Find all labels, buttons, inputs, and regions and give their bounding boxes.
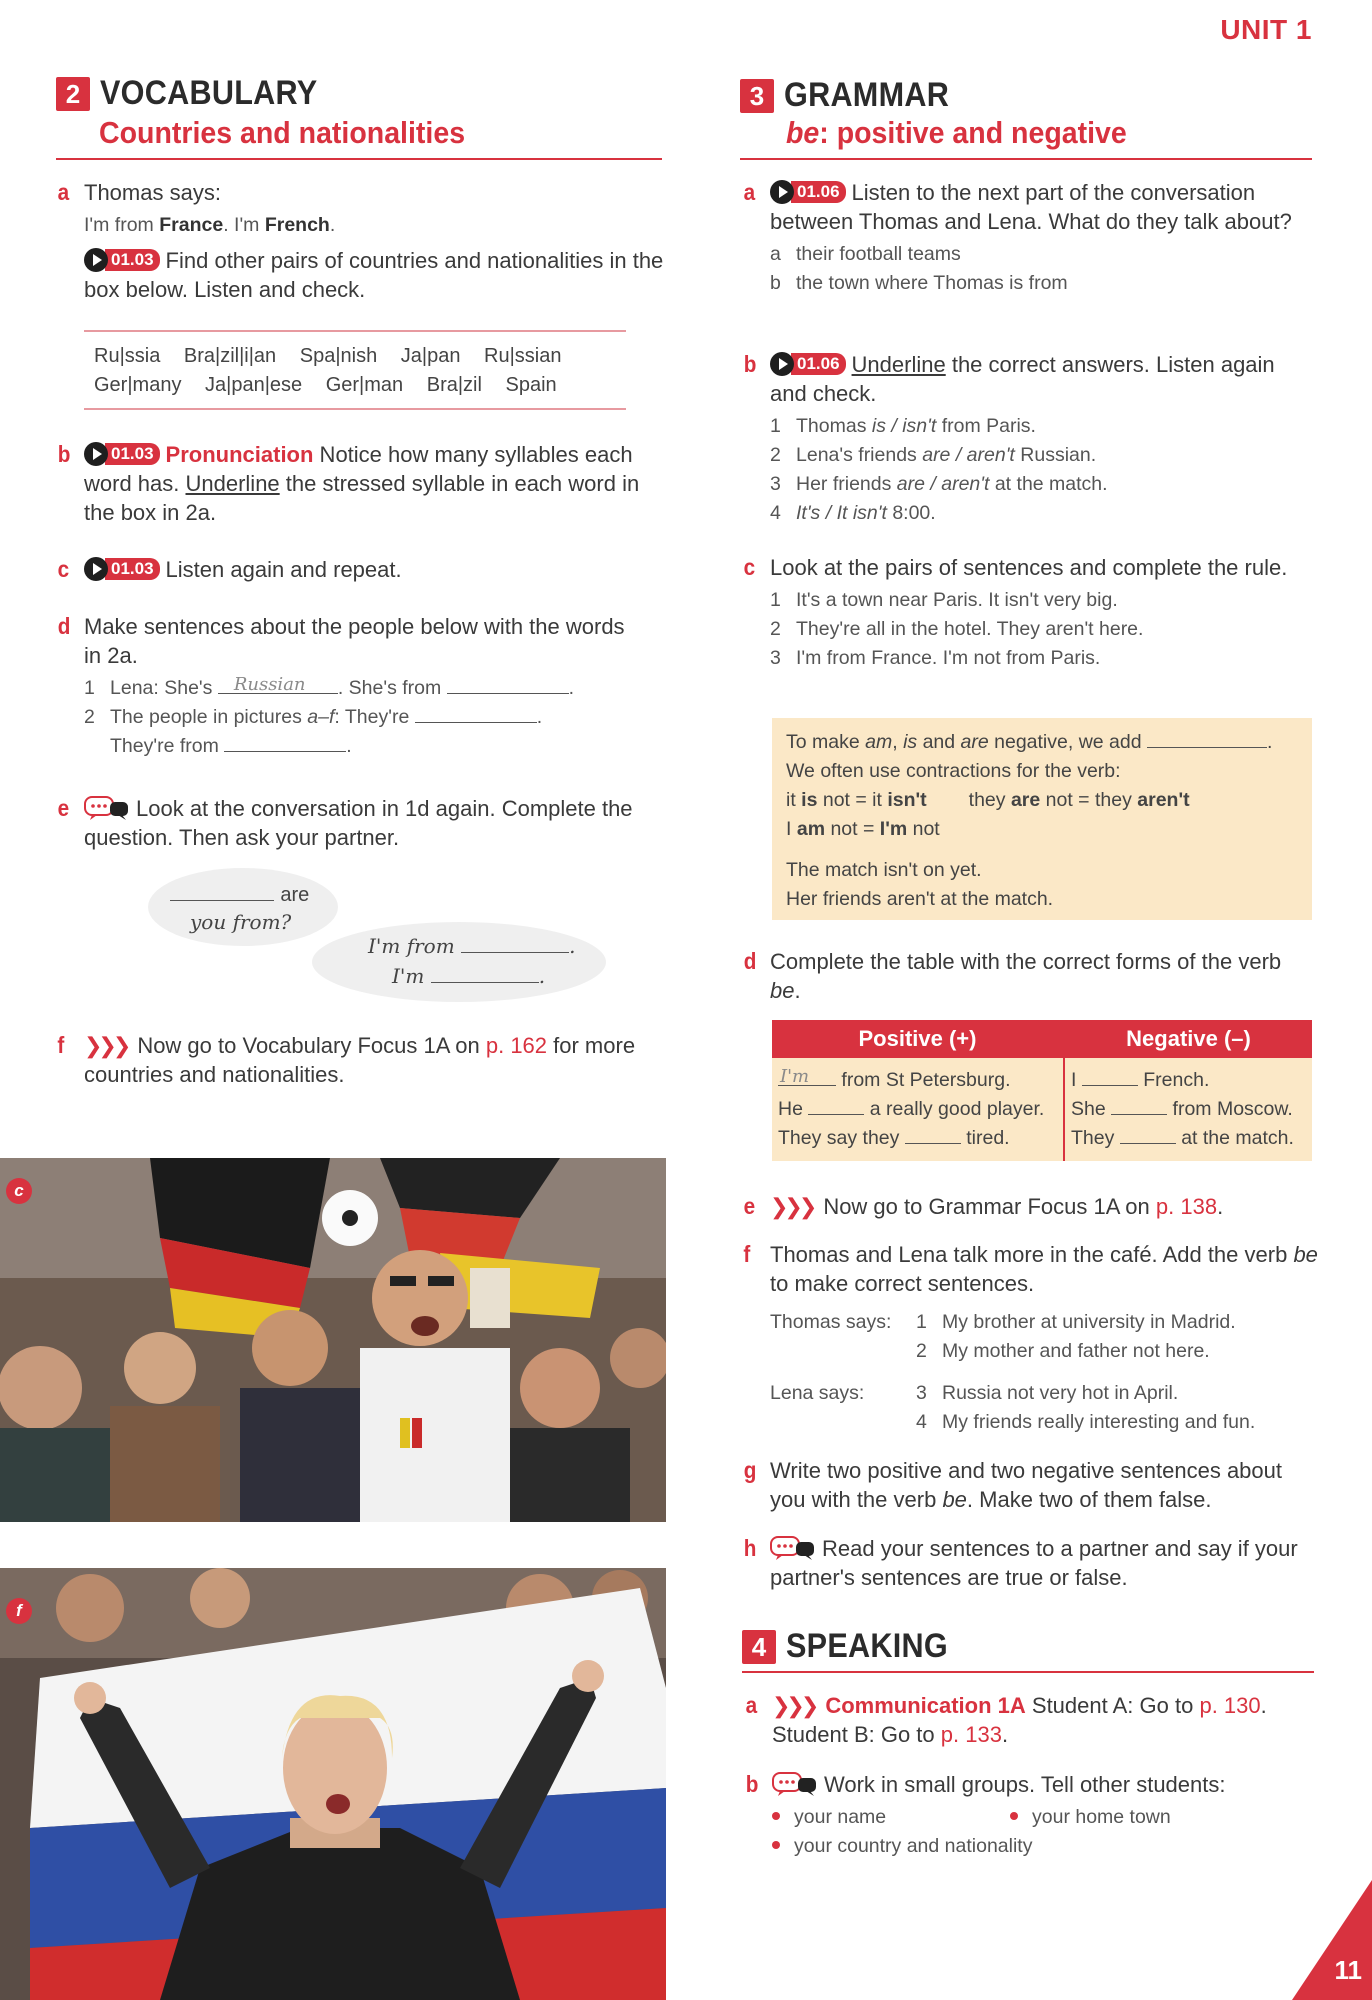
answer-blank[interactable] xyxy=(808,1097,864,1115)
photo-label: f xyxy=(6,1598,32,1624)
speaking-icon xyxy=(84,796,130,820)
exercise-2e: e Look at the conversation in 1d again. Complete the question. Then ask your partner. xyxy=(57,795,633,850)
rule-line: I am not = I'm not xyxy=(786,818,940,840)
exercise-4a: a ❯❯❯ Communication 1A Student A: Go to p. 130. Student B: Go to p. 133. xyxy=(745,1692,1267,1747)
list-item: 1 It's a town near Paris. It isn't very big. xyxy=(770,589,1118,611)
option-a[interactable]: a their football teams xyxy=(770,243,961,265)
play-icon xyxy=(770,180,794,204)
answer-blank[interactable] xyxy=(905,1126,961,1144)
cross-reference-arrow-icon: ❯❯❯ xyxy=(772,1693,816,1718)
section-number: 4 xyxy=(742,1630,776,1664)
list-item: 4 It's / It isn't 8:00. xyxy=(770,502,936,524)
answer-blank[interactable] xyxy=(461,937,569,953)
item-1: 1 Lena: She's Russian . She's from . xyxy=(84,674,575,699)
exercise-letter: c xyxy=(57,556,70,582)
page-link[interactable]: p. 130 xyxy=(1199,1693,1261,1718)
exercise-2b: b 01.03 Pronunciation Notice how many syllables each word has. Underline the stressed syllable in each word in the box in 2a. xyxy=(57,441,640,525)
choice-option[interactable]: isn't xyxy=(902,415,937,437)
exercise-instruction: 01.03 Find other pairs of countries and nationalities in the box below. Listen and check. xyxy=(84,248,664,302)
cross-reference-arrow-icon: ❯❯❯ xyxy=(770,1194,814,1219)
choice-option[interactable]: aren't xyxy=(966,444,1015,466)
option-b[interactable]: b the town where Thomas is from xyxy=(770,272,1068,294)
audio-track-button[interactable]: 01.03 xyxy=(84,557,160,581)
item-2-cont: They're from . xyxy=(110,735,352,757)
exercise-3e: e ❯❯❯ Now go to Grammar Focus 1A on p. 138. xyxy=(743,1193,1224,1219)
grammar-table xyxy=(772,1020,1312,1161)
section-title: VOCABULARY xyxy=(100,74,318,112)
exercise-letter: h xyxy=(743,1535,757,1561)
answer-blank[interactable] xyxy=(170,885,274,901)
word: Ger|man xyxy=(325,374,404,396)
bullet-icon xyxy=(1010,1812,1018,1820)
answer-blank[interactable] xyxy=(1147,730,1267,748)
exercise-text: Thomas says: xyxy=(84,180,221,205)
bullet-icon xyxy=(772,1841,780,1849)
audio-track-button[interactable]: 01.03 xyxy=(84,442,160,466)
exercise-letter: d xyxy=(743,948,757,974)
choice-option[interactable]: are xyxy=(922,444,951,466)
play-icon xyxy=(84,442,108,466)
word: Bra|zil|i|an xyxy=(183,345,277,367)
play-icon xyxy=(770,352,794,376)
vocab-heading xyxy=(56,74,342,113)
exercise-4b: b Work in small groups. Tell other students: your name your home town your country and nationality xyxy=(772,1770,1312,1861)
word-box-row-2 xyxy=(94,371,616,400)
speaking-icon xyxy=(772,1772,818,1796)
section-title: GRAMMAR xyxy=(784,76,950,114)
exercise-letter: a xyxy=(743,179,756,205)
speech-bubble-question: are you from? xyxy=(148,868,338,946)
choice-option[interactable]: is xyxy=(871,415,886,437)
exercise-letter: c xyxy=(743,554,756,580)
audio-track-button[interactable]: 01.06 xyxy=(770,180,846,204)
list-item: 2 Lena's friends are / aren't Russian. xyxy=(770,444,1097,466)
exercise-letter: b xyxy=(743,351,757,377)
example-quote: I'm from France. I'm French. xyxy=(84,214,336,236)
section-title: SPEAKING xyxy=(786,1627,948,1665)
word: Spain xyxy=(505,374,557,396)
section-rule xyxy=(56,158,662,160)
answer-blank[interactable] xyxy=(224,734,346,752)
play-icon xyxy=(84,248,108,272)
exercise-letter: f xyxy=(743,1241,751,1267)
table-cell-negative: I French. She from Moscow. They at the match. xyxy=(1064,1058,1312,1161)
answer-blank[interactable] xyxy=(415,705,537,723)
list-item: 3 I'm from France. I'm not from Paris. xyxy=(770,647,1101,669)
table-header-positive: Positive (+) xyxy=(772,1020,1064,1058)
speech-bubble-answer: I'm from . I'm . xyxy=(312,922,606,1002)
word: Spa|nish xyxy=(299,345,378,367)
word: Ru|ssian xyxy=(484,345,562,367)
item-2: 2 The people in pictures a–f: They're . xyxy=(84,706,543,728)
word: Ger|many xyxy=(94,374,182,396)
list-item: 1 Thomas is / isn't from Paris. xyxy=(770,415,1036,437)
exercise-letter: a xyxy=(745,1692,758,1718)
unit-label: UNIT 1 xyxy=(1220,14,1312,45)
photo-german-fans xyxy=(0,1158,666,1522)
exercise-letter: f xyxy=(57,1032,65,1058)
exercise-2a xyxy=(57,178,664,304)
rule-example: Her friends aren't at the match. xyxy=(786,888,1054,910)
list-item: 3 Her friends are / aren't at the match. xyxy=(770,473,1108,495)
photo-label: c xyxy=(6,1178,32,1204)
exercise-3c xyxy=(743,553,1310,673)
exercise-3b: b 01.06 Underline the correct answers. Listen again and check. 1 Thomas is / isn't from Paris. 2 Lena's friends are / aren't Russian. 3 Her friends are / aren't at the match. 4 It's / It isn't 8:00. xyxy=(770,350,1310,528)
play-icon xyxy=(84,557,108,581)
exercise-letter: d xyxy=(57,613,71,639)
section-subtitle: be: positive and negative xyxy=(786,115,1127,150)
grammar-rule-box xyxy=(772,718,1312,920)
bullet-row: your country and nationality xyxy=(772,1832,1312,1861)
answer-blank[interactable] xyxy=(1082,1068,1138,1086)
rule-line: it is not = it isn't they are not = they aren't xyxy=(786,789,1190,811)
word: Ja|pan xyxy=(400,345,461,367)
exercise-letter: g xyxy=(743,1457,757,1483)
section-number: 2 xyxy=(56,77,90,111)
answer-blank[interactable]: Russian xyxy=(218,676,338,694)
word: Bra|zil xyxy=(426,374,482,396)
audio-track-button[interactable]: 01.06 xyxy=(770,352,846,376)
cross-reference-arrow-icon: ❯❯❯ xyxy=(84,1033,128,1058)
exercise-2f: f ❯❯❯ Now go to Vocabulary Focus 1A on p. 162 for more countries and nationalities. xyxy=(57,1032,636,1087)
exercise-3f: f Thomas and Lena talk more in the café. Add the verb be to make correct sentences. xyxy=(743,1241,1318,1296)
choice-option[interactable]: It's xyxy=(796,502,821,524)
list-item: 2 They're all in the hotel. They aren't here. xyxy=(770,618,1144,640)
answer-blank[interactable]: I'm xyxy=(778,1068,836,1086)
answer-blank[interactable] xyxy=(1111,1097,1167,1115)
crowd-illustration xyxy=(0,1158,666,1522)
thomas-sentences: Thomas says: 1 My brother at university in Madrid. 2 My mother and father not here. xyxy=(770,1311,1236,1362)
exercise-letter: b xyxy=(57,441,71,467)
table-header-negative: Negative (–) xyxy=(1064,1020,1312,1058)
exercise-2c: c 01.03 Listen again and repeat. xyxy=(57,556,402,582)
exercise-3a: a 01.06 Listen to the next part of the conversation between Thomas and Lena. What do they talk about? a their football teams b the town where Thomas is from xyxy=(770,178,1310,298)
choice-option[interactable]: aren't xyxy=(941,473,990,495)
section-number: 3 xyxy=(740,79,774,113)
bullet-icon xyxy=(772,1812,780,1820)
rule-line: To make am, is and are negative, we add . xyxy=(786,731,1273,753)
page-number: 11 xyxy=(1334,1955,1362,1985)
exercise-letter: b xyxy=(745,1771,759,1797)
answer-blank[interactable] xyxy=(1120,1126,1176,1144)
exercise-letter: a xyxy=(57,179,70,205)
section-rule xyxy=(742,1671,1314,1673)
rule-example: The match isn't on yet. xyxy=(786,859,982,881)
exercise-3h: h Read your sentences to a partner and say if your partner's sentences are true or false. xyxy=(743,1535,1298,1590)
word-box xyxy=(84,330,626,410)
page-link[interactable]: p. 162 xyxy=(485,1033,548,1058)
section-subtitle: Countries and nationalities xyxy=(99,115,466,150)
lena-sentences: Lena says: 3 Russia not very hot in April. 4 My friends really interesting and fun. xyxy=(770,1382,1256,1433)
photo-russian-fan xyxy=(0,1568,666,2000)
speaking-icon xyxy=(770,1536,816,1560)
exercise-letter: e xyxy=(57,795,70,821)
grammar-heading xyxy=(740,76,967,115)
exercise-text: Make sentences about the people below with the words in 2a. xyxy=(84,614,625,668)
section-rule xyxy=(740,158,1312,160)
answer-blank[interactable] xyxy=(447,676,569,694)
audio-track-button[interactable]: 01.03 xyxy=(84,248,160,272)
word: Ja|pan|ese xyxy=(205,374,303,396)
word: Ru|ssia xyxy=(94,345,161,367)
bullet-row: your name your home town xyxy=(772,1803,1312,1832)
page-link[interactable]: p. 133 xyxy=(940,1722,1002,1747)
exercise-text: Look at the pairs of sentences and complete the rule. xyxy=(770,555,1288,580)
word-box-row-1 xyxy=(94,342,616,371)
speaking-heading xyxy=(742,1627,966,1666)
fan-illustration xyxy=(0,1568,666,2000)
exercise-letter: e xyxy=(743,1193,756,1219)
choice-option[interactable]: It isn't xyxy=(836,502,887,524)
answer-blank[interactable] xyxy=(431,967,539,983)
exercise-2d xyxy=(57,612,644,761)
exercise-3g: g Write two positive and two negative sentences about you with the verb be. Make two of them false. xyxy=(743,1457,1283,1512)
page-link[interactable]: p. 138 xyxy=(1155,1194,1218,1219)
table-cell-positive: I'm from St Petersburg. He a really good player. They say they tired. xyxy=(772,1058,1064,1161)
choice-option[interactable]: are xyxy=(896,473,925,495)
rule-line: We often use contractions for the verb: xyxy=(786,760,1121,782)
exercise-3d: d Complete the table with the correct forms of the verb be. xyxy=(743,948,1282,1003)
